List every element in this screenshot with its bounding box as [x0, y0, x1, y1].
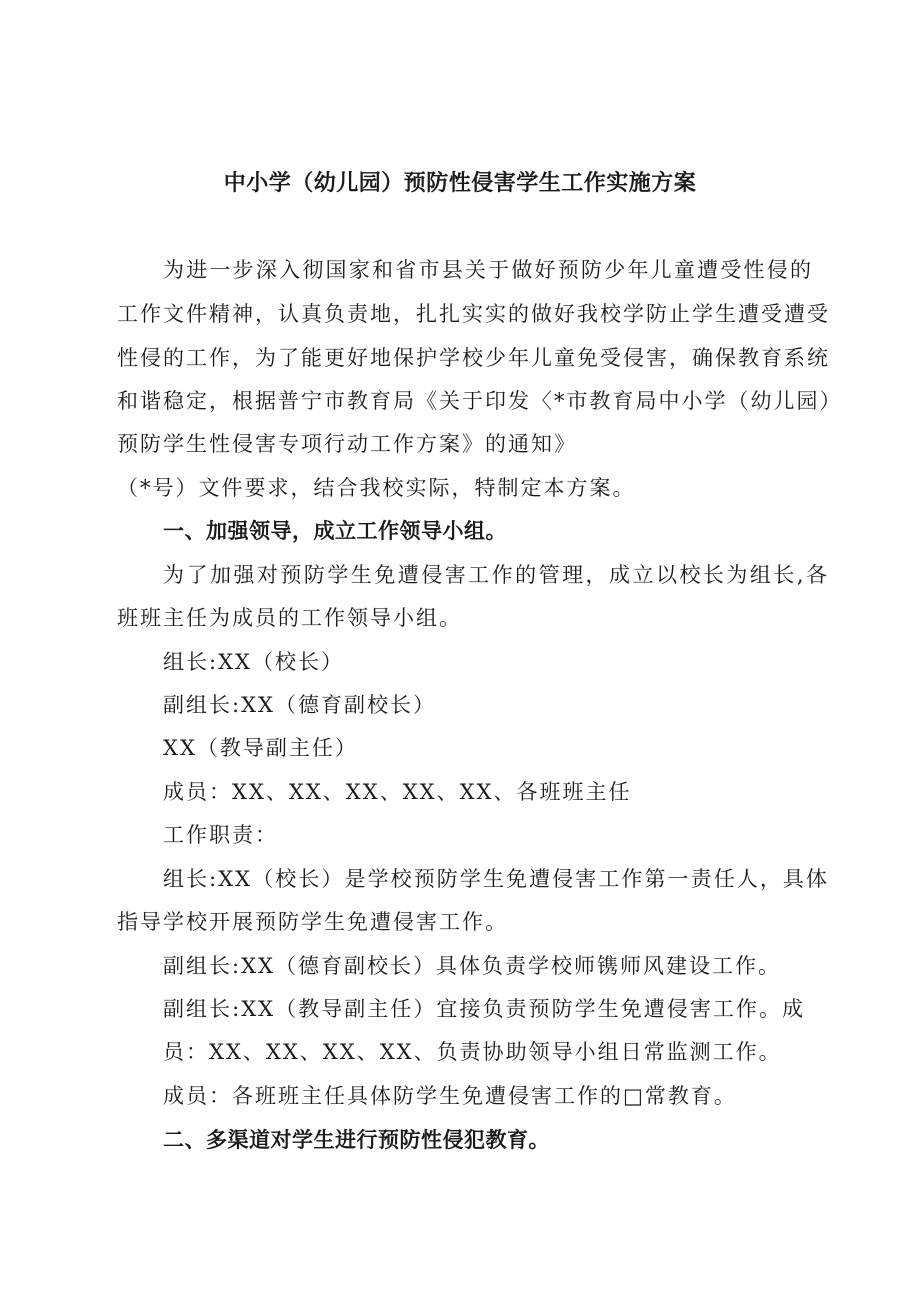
paragraph-line: 性侵的工作，为了能更好地保护学校少年儿童免受侵害，确保教育系统 [117, 346, 830, 370]
paragraph-line: 副组长:XX（教导副主任）宜接负责预防学生免遭侵害工作。成 [163, 997, 805, 1021]
paragraph-line: 工作文件精神，认真负责地，扎扎实实的做好我校学防止学生遭受遭受 [117, 302, 830, 326]
paragraph-line: 为进一步深入彻国家和省市县关于做好预防少年儿童遭受性侵的 [163, 258, 813, 282]
paragraph-line: XX（教导副主任） [163, 736, 358, 760]
paragraph-line: 员：XX、XX、XX、XX、负责协助领导小组日常监测工作。 [163, 1040, 782, 1064]
paragraph-line: 组长:XX（校长） [163, 650, 344, 674]
paragraph-line: 成员：各班班主任具体防学生免遭侵害工作的□常教育。 [163, 1084, 737, 1108]
paragraph-line: 预防学生性侵害专项行动工作方案》的通知》 [117, 432, 577, 456]
paragraph-line: 成员：XX、XX、XX、XX、XX、各班班主任 [163, 780, 632, 804]
paragraph-line: （*号）文件要求，结合我校实际，特制定本方案。 [117, 476, 636, 500]
paragraph-line: 班班主任为成员的工作领导小组。 [117, 606, 462, 630]
paragraph-line: 组长:XX（校长）是学校预防学生免遭侵害工作第一责任人，具体 [163, 867, 829, 891]
paragraph-line: 副组长:XX（德育副校长）具体负责学校师镌师风建设工作。 [163, 954, 781, 978]
paragraph-line: 指导学校开展预防学生免遭侵害工作。 [117, 910, 508, 934]
paragraph-line: 和谐稳定，根据普宁市教育局《关于印发〈*市教育局中小学（幼儿园） [117, 389, 843, 413]
paragraph-line: 副组长:XX（德育副校长） [163, 693, 436, 717]
section-heading-2: 二、多渠道对学生进行预防性侵犯教育。 [163, 1128, 550, 1152]
paragraph-line: 为了加强对预防学生免遭侵害工作的管理，成立以校长为组长,各 [163, 563, 829, 587]
document-title: 中小学（幼儿园）预防性侵害学生工作实施方案 [223, 171, 697, 196]
paragraph-line: 工作职责： [163, 823, 278, 847]
section-heading-1: 一、加强领导，成立工作领导小组。 [163, 519, 507, 543]
